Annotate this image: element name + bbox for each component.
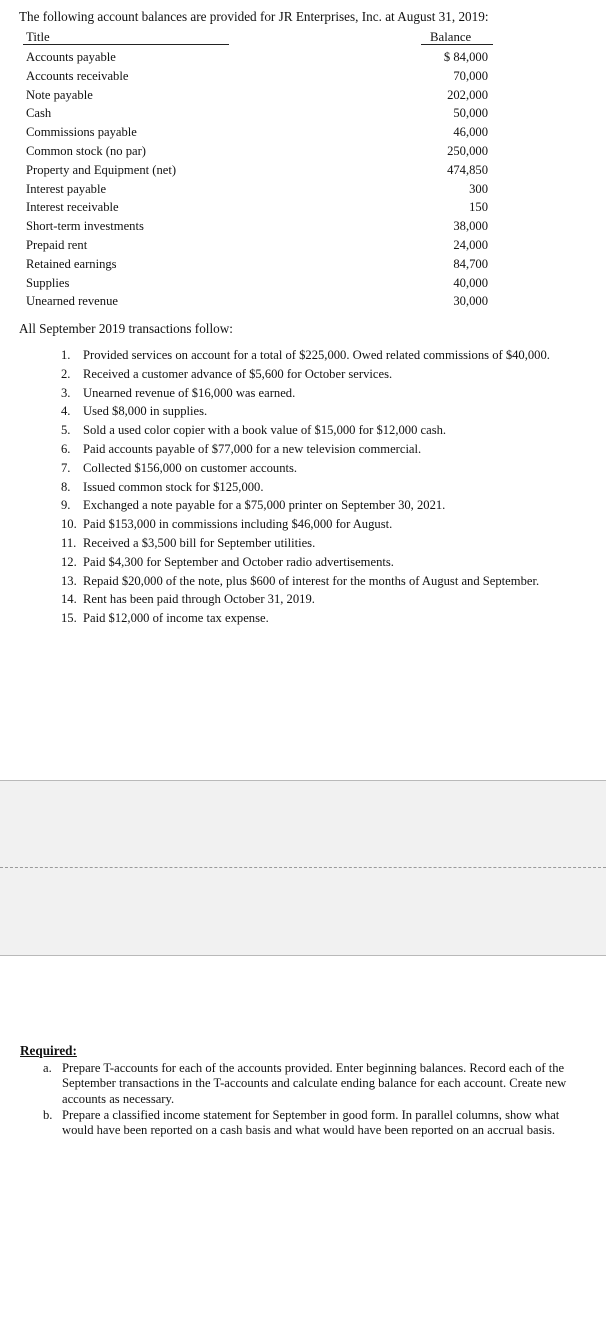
table-row bbox=[0, 67, 606, 86]
item-text: Paid $12,000 of income tax expense. bbox=[83, 611, 269, 626]
account-balance: 202,000 bbox=[447, 87, 488, 102]
item-number: 5. bbox=[61, 423, 71, 438]
item-number: 6. bbox=[61, 441, 71, 456]
item-text: Received a customer advance of $5,600 for October services. bbox=[83, 366, 393, 381]
intro-text: The following account balances are provided for JR Enterprises, Inc. at August 31, 2019: bbox=[19, 9, 489, 24]
account-title: Unearned revenue bbox=[26, 294, 118, 309]
page-break-band bbox=[0, 780, 606, 956]
list-item bbox=[0, 496, 606, 515]
item-text: Repaid $20,000 of the note, plus $600 of interest for the months of August and September. bbox=[83, 573, 540, 588]
required-list bbox=[0, 1061, 606, 1139]
account-title: Common stock (no par) bbox=[26, 143, 146, 158]
item-number: 15. bbox=[61, 611, 77, 626]
account-title: Retained earnings bbox=[26, 256, 117, 271]
table-row bbox=[0, 123, 606, 142]
list-item bbox=[0, 346, 606, 365]
item-text: Paid $153,000 in commissions including $46,000 for August. bbox=[83, 517, 393, 532]
table-row bbox=[0, 255, 606, 274]
table-row bbox=[0, 161, 606, 180]
table-row bbox=[0, 217, 606, 236]
account-balance-table bbox=[0, 48, 606, 311]
account-title: Accounts payable bbox=[26, 50, 116, 64]
column-header-balance: Balance bbox=[430, 30, 472, 44]
account-balance: 300 bbox=[469, 181, 488, 196]
account-balance: 70,000 bbox=[453, 68, 488, 83]
item-number: 9. bbox=[61, 498, 71, 513]
header-underline-title bbox=[23, 44, 229, 45]
item-text: Issued common stock for $125,000. bbox=[83, 479, 264, 494]
list-item bbox=[0, 534, 606, 553]
account-title: Supplies bbox=[26, 275, 70, 290]
item-text: Rent has been paid through October 31, 2019. bbox=[83, 592, 315, 607]
item-text: Collected $156,000 on customer accounts. bbox=[83, 460, 298, 475]
account-title: Property and Equipment (net) bbox=[26, 162, 177, 177]
item-text: Used $8,000 in supplies. bbox=[83, 404, 208, 419]
account-balance: 24,000 bbox=[453, 237, 488, 252]
list-item bbox=[0, 421, 606, 440]
account-title: Note payable bbox=[26, 87, 93, 102]
item-text: Exchanged a note payable for a $75,000 printer on September 30, 2021. bbox=[83, 498, 446, 513]
page-break-dashed-line bbox=[0, 867, 606, 868]
list-item bbox=[0, 572, 606, 591]
account-balance: 40,000 bbox=[453, 275, 488, 290]
item-text: Prepare T-accounts for each of the accounts provided. Enter beginning balances. Record each of the September transactions in the T-accounts and calculate ending balance for each account. Create new accounts as necessary. bbox=[62, 1061, 567, 1106]
column-header-title: Title bbox=[26, 30, 50, 44]
list-item bbox=[0, 1108, 606, 1139]
list-item bbox=[0, 384, 606, 403]
item-letter: a. bbox=[43, 1061, 52, 1075]
list-item bbox=[0, 440, 606, 459]
account-title: Interest payable bbox=[26, 181, 107, 196]
item-number: 11. bbox=[61, 535, 77, 550]
table-row bbox=[0, 48, 606, 67]
transactions-intro: All September 2019 transactions follow: bbox=[19, 321, 233, 336]
list-item bbox=[0, 609, 606, 628]
account-balance: 30,000 bbox=[453, 294, 488, 309]
table-row bbox=[0, 142, 606, 161]
account-balance: $ 84,000 bbox=[443, 50, 488, 64]
item-letter: b. bbox=[43, 1107, 53, 1122]
table-row bbox=[0, 292, 606, 311]
item-text: Paid $4,300 for September and October radio advertisements. bbox=[83, 554, 394, 569]
account-balance: 474,850 bbox=[447, 162, 488, 177]
item-number: 1. bbox=[61, 348, 71, 362]
table-row bbox=[0, 198, 606, 217]
item-number: 7. bbox=[61, 460, 71, 475]
account-title: Accounts receivable bbox=[26, 68, 129, 83]
list-item bbox=[0, 515, 606, 534]
list-item bbox=[0, 590, 606, 609]
item-number: 3. bbox=[61, 385, 71, 400]
account-title: Interest receivable bbox=[26, 200, 119, 215]
table-row bbox=[0, 86, 606, 105]
account-balance: 150 bbox=[469, 200, 488, 215]
list-item bbox=[0, 1061, 606, 1107]
item-text: Unearned revenue of $16,000 was earned. bbox=[83, 385, 296, 400]
item-text: Received a $3,500 bill for September utilities. bbox=[83, 535, 316, 550]
list-item bbox=[0, 402, 606, 421]
account-title: Cash bbox=[26, 106, 52, 121]
account-balance: 50,000 bbox=[453, 106, 488, 121]
required-heading: Required: bbox=[20, 1043, 77, 1058]
item-number: 14. bbox=[61, 592, 77, 607]
list-item bbox=[0, 478, 606, 497]
item-text: Prepare a classified income statement for September in good form. In parallel columns, show what would have been reported on a cash basis and what would have been reported on an accrual basis. bbox=[62, 1107, 560, 1138]
account-balance: 84,700 bbox=[453, 256, 488, 271]
transactions-list bbox=[0, 346, 606, 628]
item-number: 12. bbox=[61, 554, 77, 569]
table-row bbox=[0, 104, 606, 123]
item-text: Provided services on account for a total of $225,000. Owed related commissions of $40,000. bbox=[83, 348, 550, 362]
list-item bbox=[0, 365, 606, 384]
table-row bbox=[0, 180, 606, 199]
header-underline-balance bbox=[421, 44, 493, 45]
table-row bbox=[0, 274, 606, 293]
list-item bbox=[0, 459, 606, 478]
item-number: 8. bbox=[61, 479, 71, 494]
item-number: 10. bbox=[61, 517, 77, 532]
item-number: 4. bbox=[61, 404, 71, 419]
list-item bbox=[0, 553, 606, 572]
item-text: Sold a used color copier with a book value of $15,000 for $12,000 cash. bbox=[83, 423, 447, 438]
item-number: 2. bbox=[61, 366, 71, 381]
account-balance: 250,000 bbox=[447, 143, 488, 158]
item-number: 13. bbox=[61, 573, 77, 588]
account-title: Short-term investments bbox=[26, 219, 144, 234]
item-text: Paid accounts payable of $77,000 for a new television commercial. bbox=[83, 441, 422, 456]
account-title: Prepaid rent bbox=[26, 237, 88, 252]
account-balance: 46,000 bbox=[453, 125, 488, 140]
account-title: Commissions payable bbox=[26, 125, 137, 140]
table-row bbox=[0, 236, 606, 255]
account-balance: 38,000 bbox=[453, 219, 488, 234]
